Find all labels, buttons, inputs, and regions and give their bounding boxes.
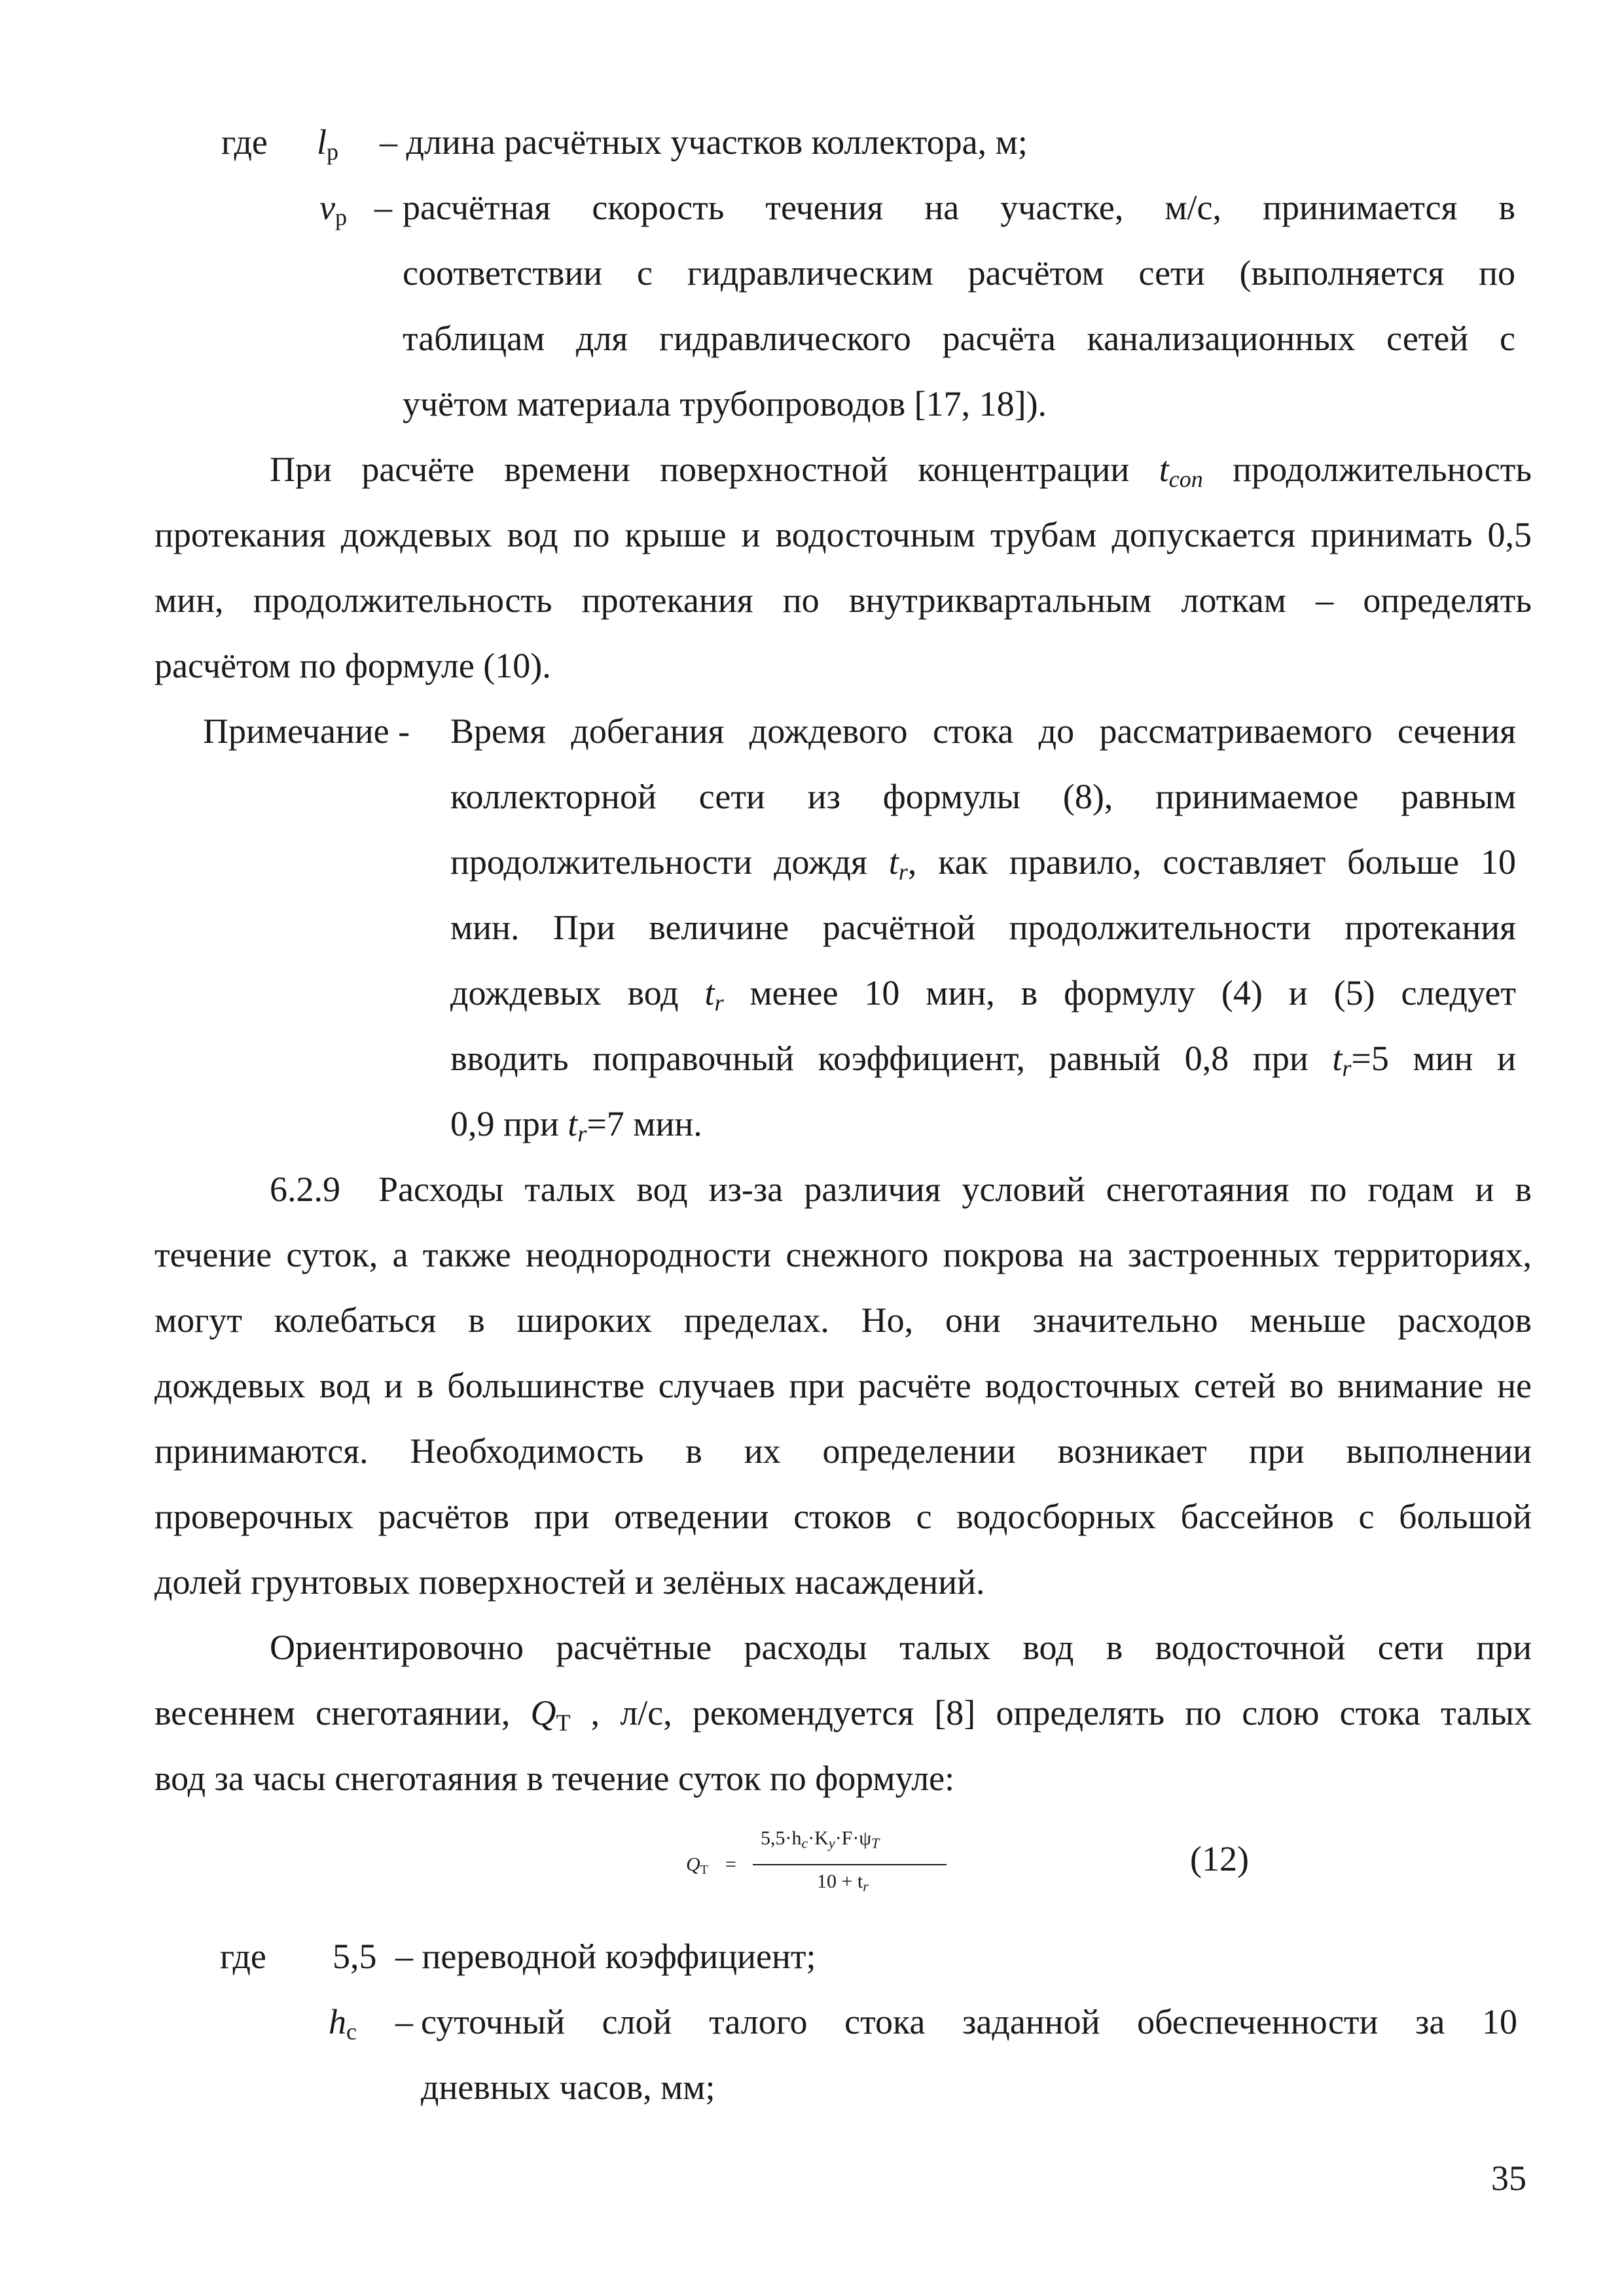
formula-numerator: $5,5\cdot h_c\cdot K_y\cdot F\cdot\psi_T$: [761, 1827, 880, 1852]
para3-line1: Ориентировочно расчётные расходы талых вод в водосточной сети при: [270, 1628, 1532, 1667]
formula-lhs: $Q_T$: [686, 1854, 708, 1877]
para1-line2: протекания дождевых вод по крыше и водосточным трубам допускается принимать 0,5: [154, 515, 1532, 554]
vp-symbol: $v_р$: [319, 188, 347, 230]
para2-line2: течение суток, а также неоднородности снежного покрова на застроенных территориях,: [154, 1235, 1532, 1274]
note-line5: дождевых вод $t_r$ менее 10 мин, в формулу (4) и (5) следует: [450, 973, 1516, 1016]
lp-symbol: $l_р$: [317, 122, 339, 165]
para1-line1: При расчёте времени поверхностной концентрации $t_{con}$ продолжительность: [270, 450, 1532, 492]
hc-dash: –: [395, 2002, 413, 2041]
para3-line2: весеннем снеготаянии, $Q_Т$ , л/с, рекомендуется [8] определять по слою стока талых: [154, 1693, 1532, 1736]
formula-fraction-bar: [753, 1864, 947, 1865]
page-number: 35: [1491, 2159, 1526, 2198]
para2-line6: проверочных расчётов при отведении стоков с водосборных бассейнов с большой: [154, 1497, 1532, 1536]
note-line6: вводить поправочный коэффициент, равный 0,8 при $t_r=5$ мин и: [450, 1039, 1516, 1081]
hc-symbol: $h_с$: [329, 2002, 357, 2045]
note-line3: продолжительности дождя $t_r$, как правило, составляет больше 10: [450, 842, 1516, 885]
where-label: где: [221, 122, 268, 162]
where-label-2: где: [220, 1937, 266, 1976]
vp-definition-line2: соответствии с гидравлическим расчётом сети (выполняется по: [403, 253, 1515, 293]
para2-line7: долей грунтовых поверхностей и зелёных насаждений.: [154, 1562, 985, 1602]
para2-line5: принимаются. Необходимость в их определении возникает при выполнении: [154, 1431, 1532, 1471]
formula-denominator: $10 + t_r$: [817, 1871, 869, 1895]
note-line4: мин. При величине расчётной продолжительности протекания: [450, 908, 1516, 947]
coef-5-5: 5,5: [333, 1937, 377, 1976]
hc-definition-line1: суточный слой талого стока заданной обеспеченности за 10: [421, 2002, 1517, 2041]
vp-definition-line4: учётом материала трубопроводов [17, 18]).: [403, 384, 1047, 423]
para1-line4: расчётом по формуле (10).: [154, 646, 551, 685]
vp-dash: –: [374, 188, 392, 227]
para3-line3: вод за часы снеготаяния в течение суток по формуле:: [154, 1759, 955, 1798]
vp-definition-line3: таблицам для гидравлического расчёта канализационных сетей с: [403, 319, 1515, 358]
para1-line3: мин, продолжительность протекания по внутриквартальным лоткам – определять: [154, 581, 1532, 620]
note-label: Примечание -: [203, 711, 410, 751]
para2-line4: дождевых вод и в большинстве случаев при расчёте водосточных сетей во внимание не: [154, 1366, 1532, 1405]
vp-definition-line1: расчётная скорость течения на участке, м/с, принимается в: [403, 188, 1515, 227]
note-line1: Время добегания дождевого стока до рассматриваемого сечения: [450, 711, 1516, 751]
formula-number: (12): [1190, 1839, 1249, 1878]
hc-definition-line2: дневных часов, мм;: [421, 2068, 715, 2107]
para2-line3: могут колебаться в широких пределах. Но, они значительно меньше расходов: [154, 1300, 1532, 1340]
coef-5-5-definition: – переводной коэффициент;: [395, 1937, 816, 1976]
para2-line1: Расходы талых вод из-за различия условий снеготаяния по годам и в: [378, 1170, 1532, 1209]
lp-definition: – длина расчётных участков коллектора, м;: [380, 122, 1028, 162]
note-line2: коллекторной сети из формулы (8), принимаемое равным: [450, 777, 1516, 816]
formula-equals: =: [725, 1854, 736, 1875]
note-line7: 0,9 при $t_r=7$ мин.: [450, 1104, 702, 1147]
section-number-6-2-9: 6.2.9: [270, 1170, 340, 1209]
